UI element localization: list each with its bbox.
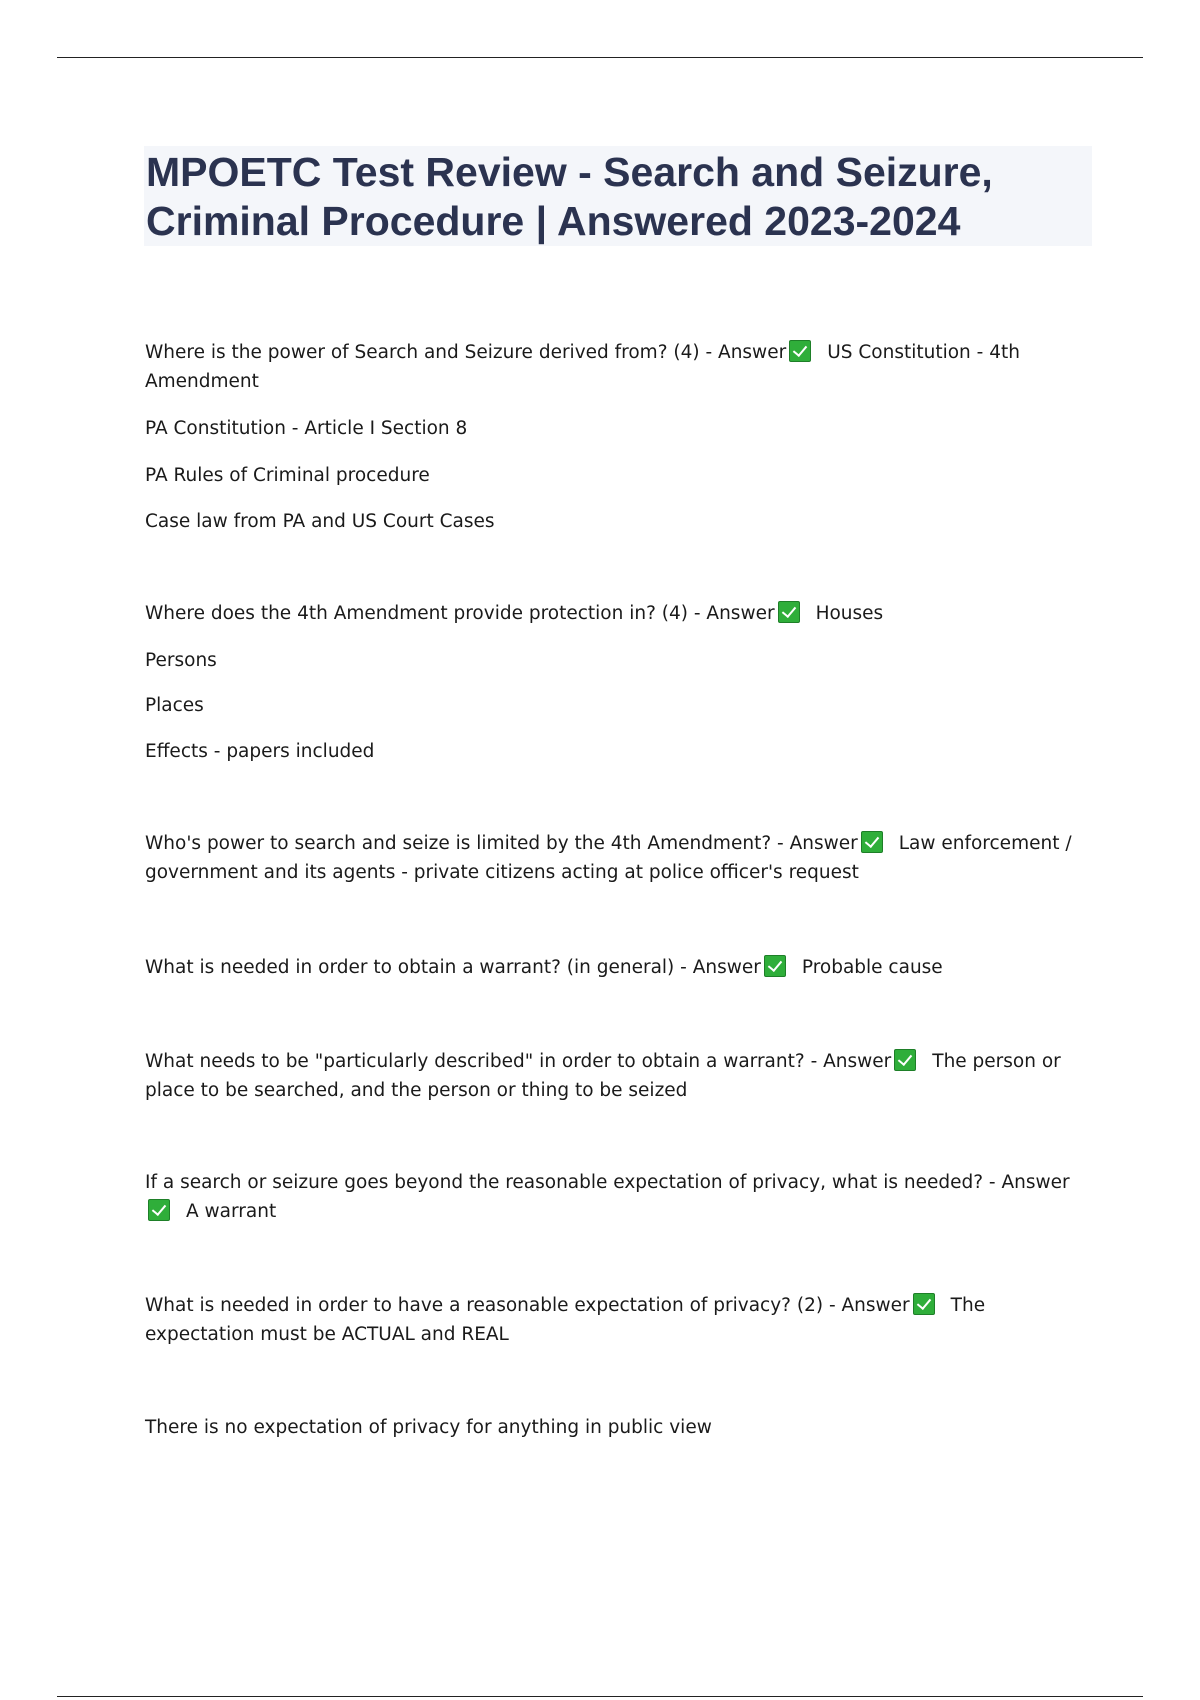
question-text: What is needed in order to obtain a warrant? (in general) - Answer — [145, 957, 761, 978]
qa-item-7 — [145, 1291, 1090, 1349]
top-divider — [57, 57, 1143, 58]
answer-text: US Constitution - 4th Amendment — [145, 342, 1020, 392]
qa-item-6 — [145, 1168, 1090, 1226]
answer-extra-line: PA Rules of Criminal procedure — [145, 465, 430, 486]
question-text: Where is the power of Search and Seizure derived from? (4) - Answer — [145, 342, 787, 363]
check-mark-icon — [148, 1199, 170, 1221]
answer-extra-line: Case law from PA and US Court Cases — [145, 511, 495, 532]
answer-text: Law enforcement / government and its agents - private citizens acting at police officer's request — [145, 833, 1072, 883]
question-text: Who's power to search and seize is limited by the 4th Amendment? - Answer — [145, 833, 858, 854]
qa-item-5 — [145, 1047, 1090, 1105]
answer-extra-line: Persons — [145, 650, 217, 671]
bottom-divider — [57, 1696, 1143, 1697]
answer-text: The person or place to be searched, and the person or thing to be seized — [145, 1051, 1061, 1101]
check-mark-icon — [861, 831, 883, 853]
question-text: What is needed in order to have a reasonable expectation of privacy? (2) - Answer — [145, 1295, 910, 1316]
check-mark-icon — [778, 601, 800, 623]
answer-extra-line: PA Constitution - Article I Section 8 — [145, 418, 468, 439]
answer-text: The expectation must be ACTUAL and REAL — [145, 1295, 986, 1345]
answer-extra-line: There is no expectation of privacy for anything in public view — [145, 1417, 712, 1438]
check-mark-icon — [894, 1049, 916, 1071]
answer-extra-line: Effects - papers included — [145, 741, 375, 762]
check-mark-icon — [913, 1293, 935, 1315]
check-mark-icon — [789, 340, 811, 362]
page-title: MPOETC Test Review - Search and Seizure, Criminal Procedure | Answered 2023-2024 — [146, 149, 993, 244]
qa-item-3 — [145, 829, 1090, 887]
answer-text: A warrant — [186, 1201, 277, 1222]
qa-item-2 — [145, 599, 1090, 628]
qa-item-4 — [145, 953, 1090, 982]
qa-item-1 — [145, 338, 1090, 396]
question-text: What needs to be "particularly described" in order to obtain a warrant? - Answer — [145, 1051, 892, 1072]
question-text: Where does the 4th Amendment provide protection in? (4) - Answer — [145, 603, 775, 624]
title-banner — [144, 146, 1092, 246]
answer-text: Houses — [815, 603, 884, 624]
answer-extra-line: Places — [145, 695, 204, 716]
answer-text: Probable cause — [801, 957, 943, 978]
check-mark-icon — [764, 955, 786, 977]
question-text: If a search or seizure goes beyond the reasonable expectation of privacy, what is needed? - Answer — [145, 1172, 1070, 1193]
